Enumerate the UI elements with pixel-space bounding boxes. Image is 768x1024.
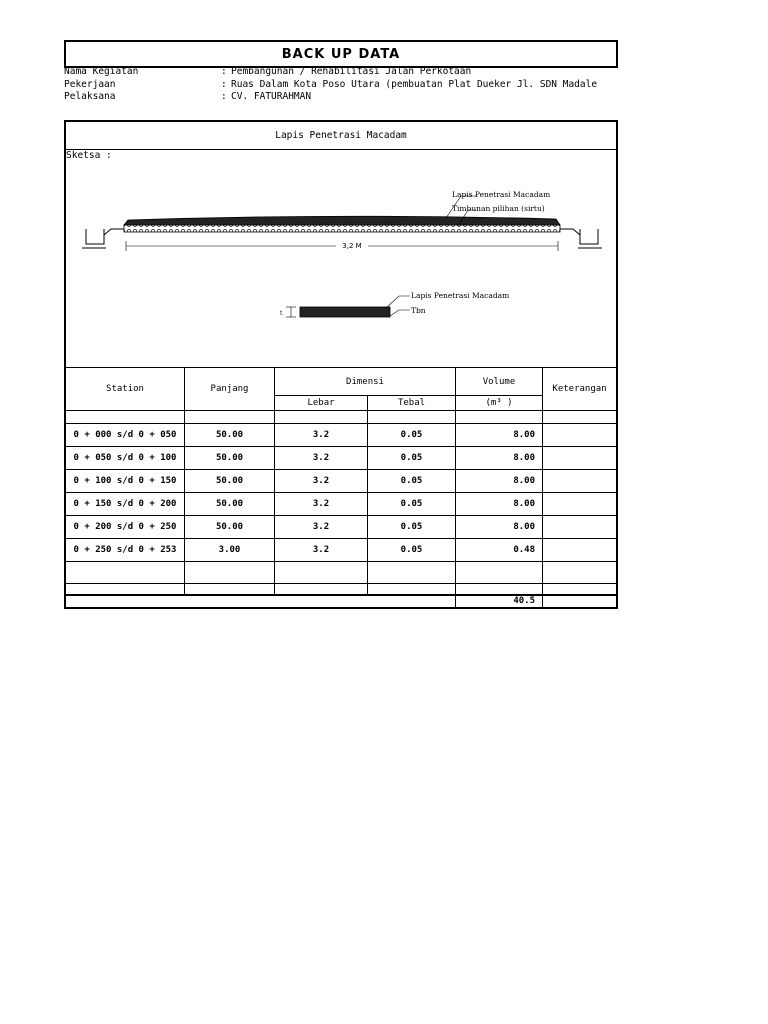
cell-keterangan bbox=[543, 424, 616, 446]
label-detail-macadam: Lapis Penetrasi Macadam bbox=[411, 291, 510, 300]
header-tebal: Tebal bbox=[397, 398, 426, 408]
info-label: Nama Kegiatan bbox=[64, 66, 139, 77]
header-bottom-border bbox=[66, 410, 616, 411]
macadam-layer bbox=[124, 216, 560, 225]
cell-keterangan bbox=[543, 516, 616, 538]
width-label: 3,2 M bbox=[342, 242, 362, 250]
cell-panjang: 50.00 bbox=[215, 453, 244, 463]
info-label: Pekerjaan bbox=[64, 78, 116, 90]
info-value: CV. FATURAHMAN bbox=[231, 91, 312, 102]
label-detail-tbn: Tbn bbox=[411, 306, 426, 315]
info-label: Pelaksana bbox=[64, 91, 116, 102]
cell-keterangan bbox=[543, 447, 616, 469]
base-layer-sirtu bbox=[124, 225, 560, 232]
cell-station: 0 + 250 s/d 0 + 253 bbox=[73, 545, 177, 555]
cell-station: 0 + 150 s/d 0 + 200 bbox=[73, 499, 177, 509]
info-row-pelaksana bbox=[64, 91, 624, 104]
cell-lebar: 3.2 bbox=[312, 476, 330, 486]
leader-line-detail-1 bbox=[386, 296, 410, 308]
section-title: Lapis Penetrasi Macadam bbox=[66, 122, 616, 150]
cell-volume: 8.00 bbox=[513, 499, 535, 509]
thickness-marker bbox=[286, 307, 296, 317]
detail-layer bbox=[300, 307, 390, 317]
cell-panjang: 50.00 bbox=[215, 430, 244, 440]
cell-tebal: 0.05 bbox=[400, 476, 423, 486]
cell-station: 0 + 000 s/d 0 + 050 bbox=[73, 430, 177, 440]
info-separator: : bbox=[221, 66, 227, 77]
label-macadam: Lapis Penetrasi Macadam bbox=[452, 190, 551, 199]
project-info bbox=[64, 66, 624, 104]
cell-lebar: 3.2 bbox=[312, 430, 330, 440]
header-keterangan: Keterangan bbox=[552, 384, 607, 394]
sketch-label: Sketsa : bbox=[66, 150, 112, 161]
header-panjang: Panjang bbox=[210, 384, 249, 394]
cell-station: 0 + 200 s/d 0 + 250 bbox=[73, 522, 177, 532]
backup-frame bbox=[64, 120, 618, 609]
cell-tebal: 0.05 bbox=[400, 430, 423, 440]
leader-line-detail-2 bbox=[390, 310, 410, 316]
cell-volume: 8.00 bbox=[513, 453, 535, 463]
header-volume-unit: (m³ ) bbox=[485, 398, 513, 408]
cell-station: 0 + 050 s/d 0 + 100 bbox=[73, 453, 177, 463]
sketch-drawing bbox=[66, 162, 616, 367]
cell-volume: 8.00 bbox=[513, 430, 535, 440]
left-drain-icon bbox=[82, 229, 124, 248]
cell-panjang: 50.00 bbox=[215, 476, 244, 486]
row-line bbox=[66, 583, 616, 584]
header-dimensi: Dimensi bbox=[346, 376, 384, 387]
cell-keterangan bbox=[543, 493, 616, 515]
cell-lebar: 3.2 bbox=[312, 453, 330, 463]
document-title: BACK UP DATA bbox=[64, 40, 618, 68]
row-line bbox=[66, 561, 616, 562]
info-row-pekerjaan bbox=[64, 79, 624, 92]
cell-lebar: 3.2 bbox=[312, 545, 330, 555]
cell-lebar: 3.2 bbox=[312, 522, 330, 532]
cell-volume: 8.00 bbox=[513, 476, 535, 486]
right-drain-icon bbox=[560, 229, 602, 248]
info-separator: : bbox=[221, 78, 227, 90]
cell-tebal: 0.05 bbox=[400, 453, 423, 463]
header-station: Station bbox=[106, 384, 144, 394]
cell-lebar: 3.2 bbox=[312, 499, 330, 509]
total-volume: 40.5 bbox=[513, 596, 535, 606]
info-value: Pembangunan / Rehabilitasi Jalan Perkotaan bbox=[231, 66, 472, 77]
cell-volume: 8.00 bbox=[513, 522, 535, 532]
thickness-mark: t bbox=[280, 310, 283, 317]
cell-tebal: 0.05 bbox=[400, 522, 423, 532]
info-row-kegiatan bbox=[64, 66, 624, 79]
cell-panjang: 50.00 bbox=[215, 522, 244, 532]
cell-station: 0 + 100 s/d 0 + 150 bbox=[73, 476, 177, 486]
header-volume: Volume bbox=[482, 376, 516, 387]
cell-panjang: 50.00 bbox=[215, 499, 244, 509]
cell-volume: 0.48 bbox=[513, 545, 535, 555]
label-sirtu: Timbunan pilihan (sirtu) bbox=[452, 204, 545, 213]
cell-tebal: 0.05 bbox=[400, 499, 423, 509]
info-value: Ruas Dalam Kota Poso Utara (pembuatan Plat Dueker Jl. SDN Madale bbox=[231, 78, 598, 90]
info-separator: : bbox=[221, 91, 227, 102]
cell-panjang: 3.00 bbox=[218, 545, 241, 555]
cell-keterangan bbox=[543, 539, 616, 561]
cell-keterangan bbox=[543, 470, 616, 492]
cell-tebal: 0.05 bbox=[400, 545, 423, 555]
header-lebar: Lebar bbox=[307, 398, 335, 408]
